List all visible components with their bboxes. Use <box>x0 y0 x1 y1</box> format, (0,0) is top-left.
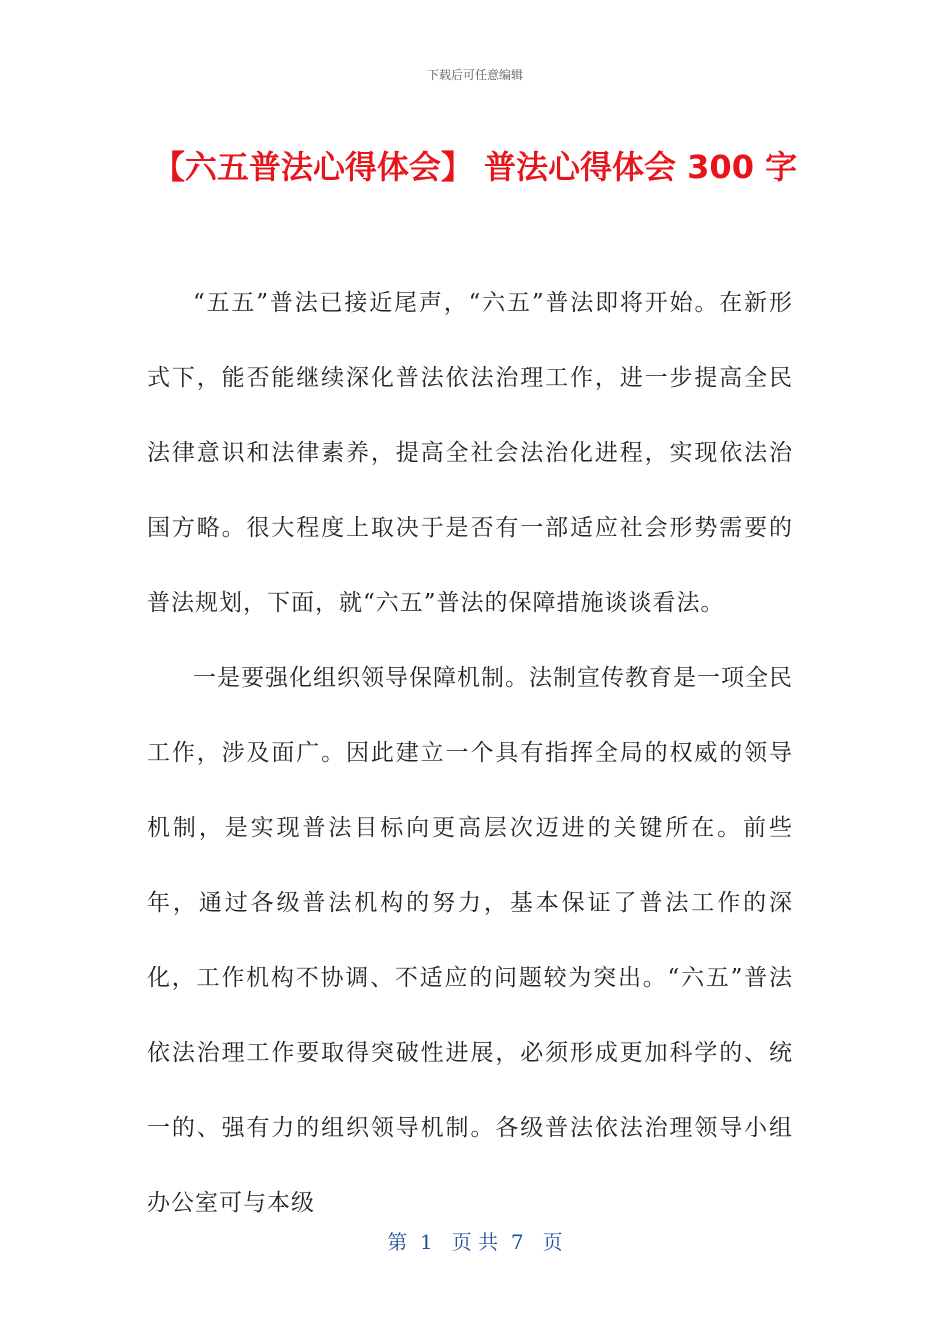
paragraph-2: 一是要强化组织领导保障机制。法制宣传教育是一项全民工作，涉及面广。因此建立一个具有指挥全局的权威的领导机制，是实现普法目标向更高层次迈进的关键所在。前些年，通过各级普法机构的努力，基本保证了普法工作的深化，工作机构不协调、不适应的问题较为突出。“六五”普法依法治理工作要取得突破性进展，必须形成更加科学的、统一的、强有力的组织领导机制。各级普法依法治理领导小组办公室可与本级 <box>147 665 793 1216</box>
page-number-footer: 第 1 页 共 7 页 <box>387 1230 563 1254</box>
paragraph-1: “五五”普法已接近尾声，“六五”普法即将开始。在新形式下，能否能继续深化普法依法治理工作，进一步提高全民法律意识和法律素养，提高全社会法治化进程，实现依法治国方略。很大程度上取决于是否有一部适应社会形势需要的普法规划，下面，就“六五”普法的保障措施谈谈看法。 <box>147 290 793 616</box>
document-body <box>147 266 793 1241</box>
document-title: 【六五普法心得体会】 普法心得体会 300 字 <box>152 148 798 186</box>
header-note: 下载后可任意编辑 <box>426 68 523 82</box>
